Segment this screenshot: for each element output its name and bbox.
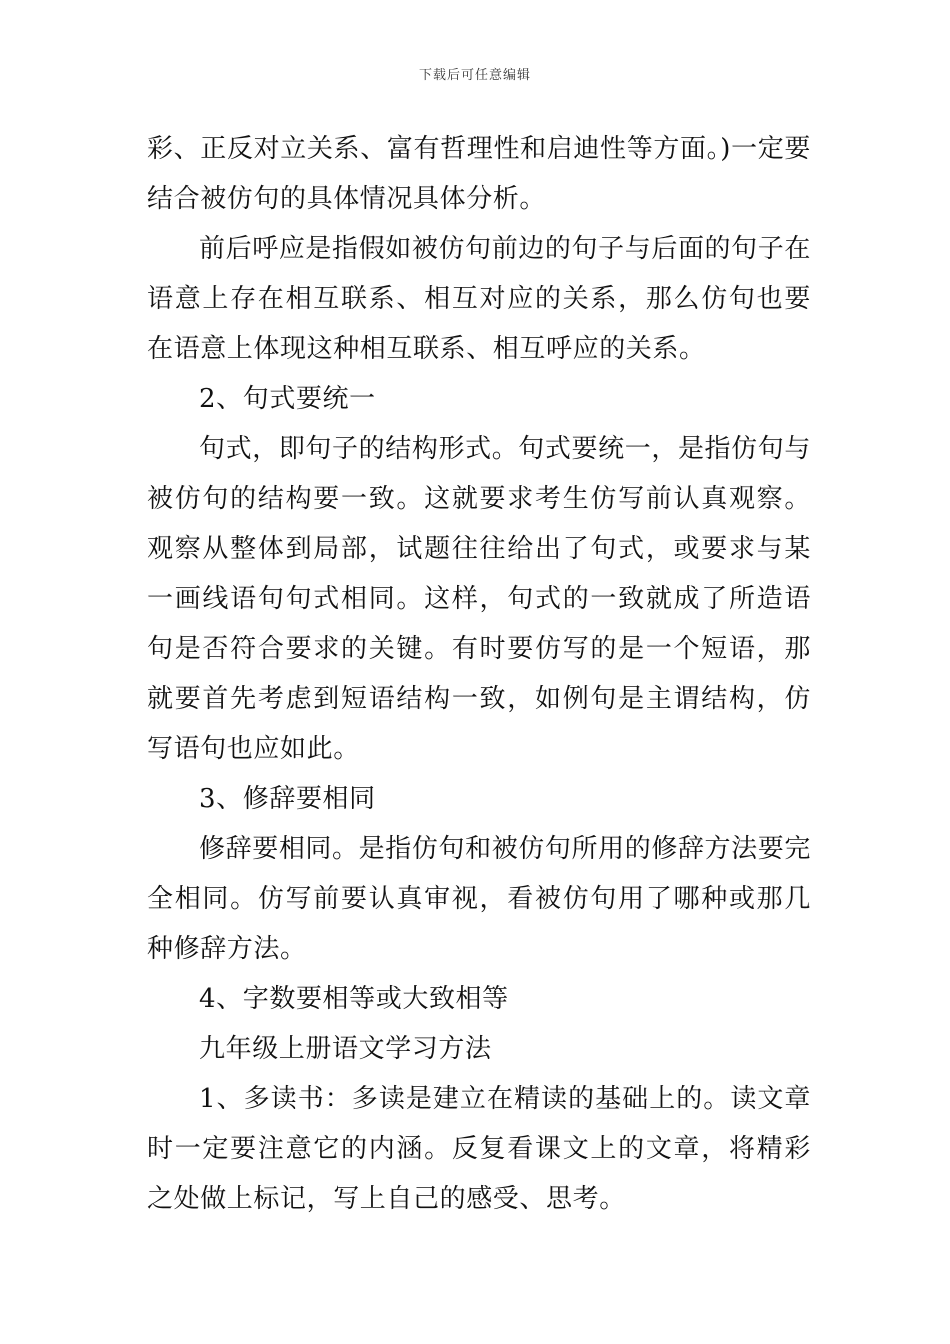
section-title-study-methods: 九年级上册语文学习方法	[199, 1034, 492, 1064]
paragraph-read-more: 1、多读书：多读是建立在精读的基础上的。读文章时一定要注意它的内涵。反复看课文上的文章，将精彩之处做上标记，写上自己的感受、思考。	[147, 1084, 811, 1214]
paragraph-sentence-pattern: 句式，即句子的结构形式。句式要统一，是指仿句与被仿句的结构要一致。这就要求考生仿写前认真观察。观察从整体到局部，试题往往给出了句式，或要求与某一画线语句句式相同。这样，句式的一致就成了所造语句是否符合要求的关键。有时要仿写的是一个短语，那就要首先考虑到短语结构一致，如例句是主谓结构，仿写语句也应如此。	[147, 434, 811, 764]
paragraph-rhetoric: 修辞要相同。是指仿句和被仿句所用的修辞方法要完全相同。仿写前要认真审视，看被仿句用了哪种或那几种修辞方法。	[147, 834, 811, 964]
section-heading-word-count: 4、字数要相等或大致相等	[199, 984, 509, 1014]
paragraph-echo: 前后呼应是指假如被仿句前边的句子与后面的句子在语意上存在相互联系、相互对应的关系，那么仿句也要在语意上体现这种相互联系、相互呼应的关系。	[147, 234, 811, 364]
section-heading-sentence-pattern: 2、句式要统一	[199, 384, 376, 414]
section-heading-rhetoric: 3、修辞要相同	[199, 784, 376, 814]
document-body	[147, 124, 811, 1224]
paragraph-continuation: 彩、正反对立关系、富有哲理性和启迪性等方面。)一定要结合被仿句的具体情况具体分析。	[147, 134, 811, 214]
page-header: 下载后可任意编辑	[418, 68, 531, 83]
